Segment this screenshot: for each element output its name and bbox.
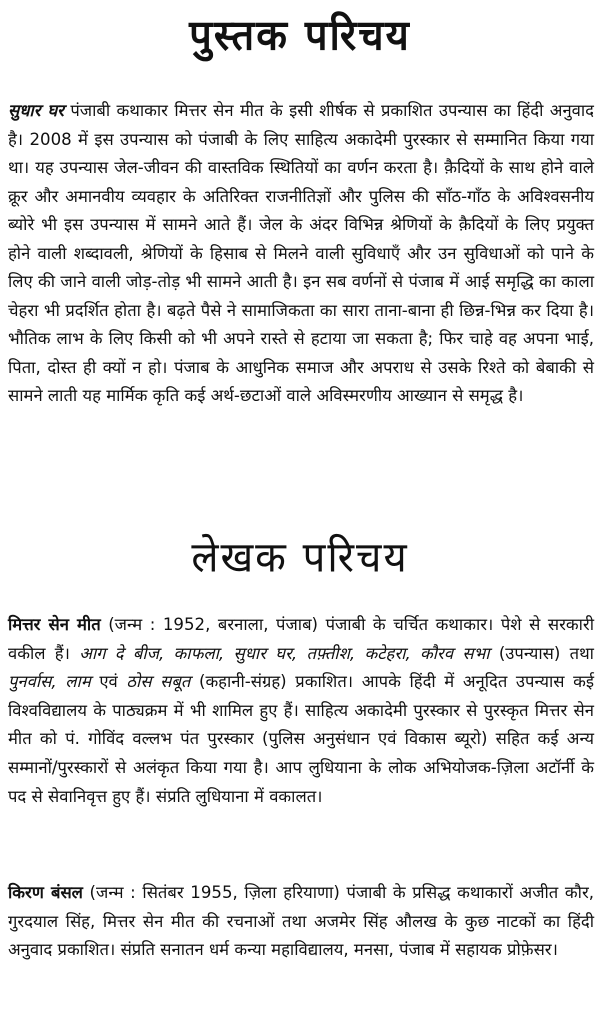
book-intro-text: पंजाबी कथाकार मित्तर सेन मीत के इसी शीर्षक से प्रकाशित उपन्यास का हिंदी अनुवाद है। 2008 में इस उपन्यास को पंजाबी के लिए साहित्य अकादेमी पुरस्कार से सम्मानित किया गया था। यह उपन्यास जेल-जीवन की वास्तविक स्थितियों का वर्णन करता है। क़ैदियों के साथ होने वाले क्रूर और अमानवीय व्यवहार के अतिरिक्त राजनीतिज्ञों और पुलिस की साँठ-गाँठ के अविश्वसनीय ब्योरे भी इस उपन्यास में सामने आते हैं। जेल के अंदर विभिन्न श्रेणियों के क़ैदियों के लिए प्रयुक्त होने वाली शब्दावली, श्रेणियों के हिसाब से मिलने वाली सुविधाएँ और उन सुविधाओं को पाने के लिए की जाने वाली जोड़-तोड़ भी सामने आती है। इन सब वर्णनों से पंजाब में आई समृद्धि का काला चेहरा भी प्रदर्शित होता है। बढ़ते पैसे ने सामाजिकता का सारा ताना-बाना ही छिन्न-भिन्न कर दिया है। भौतिक लाभ के लिए किसी को भी अपने रास्ते से हटाया जा सकता है; फिर चाहे वह अपना भाई, पिता, दोस्त ही क्यों न हो। पंजाब के आधुनिक समाज और अपराध से उसके रिश्ते को बेबाकी से सामने लाती यह मार्मिक कृति कई अर्थ-छटाओं वाले अविस्मरणीय आख्यान से समृद्ध है। — [8, 101, 594, 405]
book-title: सुधार घर — [8, 101, 64, 120]
author-text-1: (जन्म : 1952, बरनाला, पंजाब) पंजाबी के चर्चित कथाकार। पेशे से सरकारी वकील हैं। — [8, 615, 595, 663]
translator-name: किरण बंसल — [8, 883, 83, 902]
author-story-collection-2: ठोस सबूत — [126, 672, 191, 692]
author-story-collection-1: पुनर्वास, लाम — [8, 672, 91, 692]
author-intro-heading: लेखक परिचय — [191, 533, 409, 583]
book-intro-paragraph — [8, 97, 594, 411]
author-novels: आग दे बीज, काफला, सुधार घर, तफ़्तीश, कटेहरा, कौरव सभा — [79, 643, 490, 663]
translator-text: (जन्म : सितंबर 1955, ज़िला हरियाणा) पंजाबी के प्रसिद्ध कथाकारों अजीत कौर, गुरदयाल सिंह, मित्तर सेन मीत की रचनाओं तथा अजमेर सिंह औलख के कुछ नाटकों का हिंदी अनुवाद प्रकाशित। संप्रति सनातन धर्म कन्या महाविद्यालय, मनसा, पंजाब में सहायक प्रोफ़ेसर। — [8, 883, 595, 960]
author-text-4: (कहानी-संग्रह) प्रकाशित। आपके हिंदी में अनूदित उपन्यास कई विश्वविद्यालय के पाठ्यक्रम में भी शामिल हुए हैं। साहित्य अकादेमी पुरस्कार से पुरस्कृत मित्तर सेन मीत को पं. गोविंद वल्लभ पंत पुरस्कार (पुलिस अनुसंधान एवं विकास ब्यूरो) सहित कई अन्य सम्मानों/पुरस्कारों से अलंकृत किया गया है। आप लुधियाना के लोक अभियोजक-ज़िला अटॉर्नी के पद से सेवानिवृत्त हुए हैं। संप्रति लुधियाना में वकालत। — [8, 672, 594, 806]
translator-paragraph — [8, 879, 594, 965]
author-name: मित्तर सेन मीत — [8, 615, 101, 634]
author-text-2: (उपन्यास) तथा — [489, 643, 594, 663]
author-paragraph — [8, 611, 594, 811]
author-text-3: एवं — [90, 672, 127, 692]
book-intro-heading: पुस्तक परिचय — [189, 11, 411, 61]
